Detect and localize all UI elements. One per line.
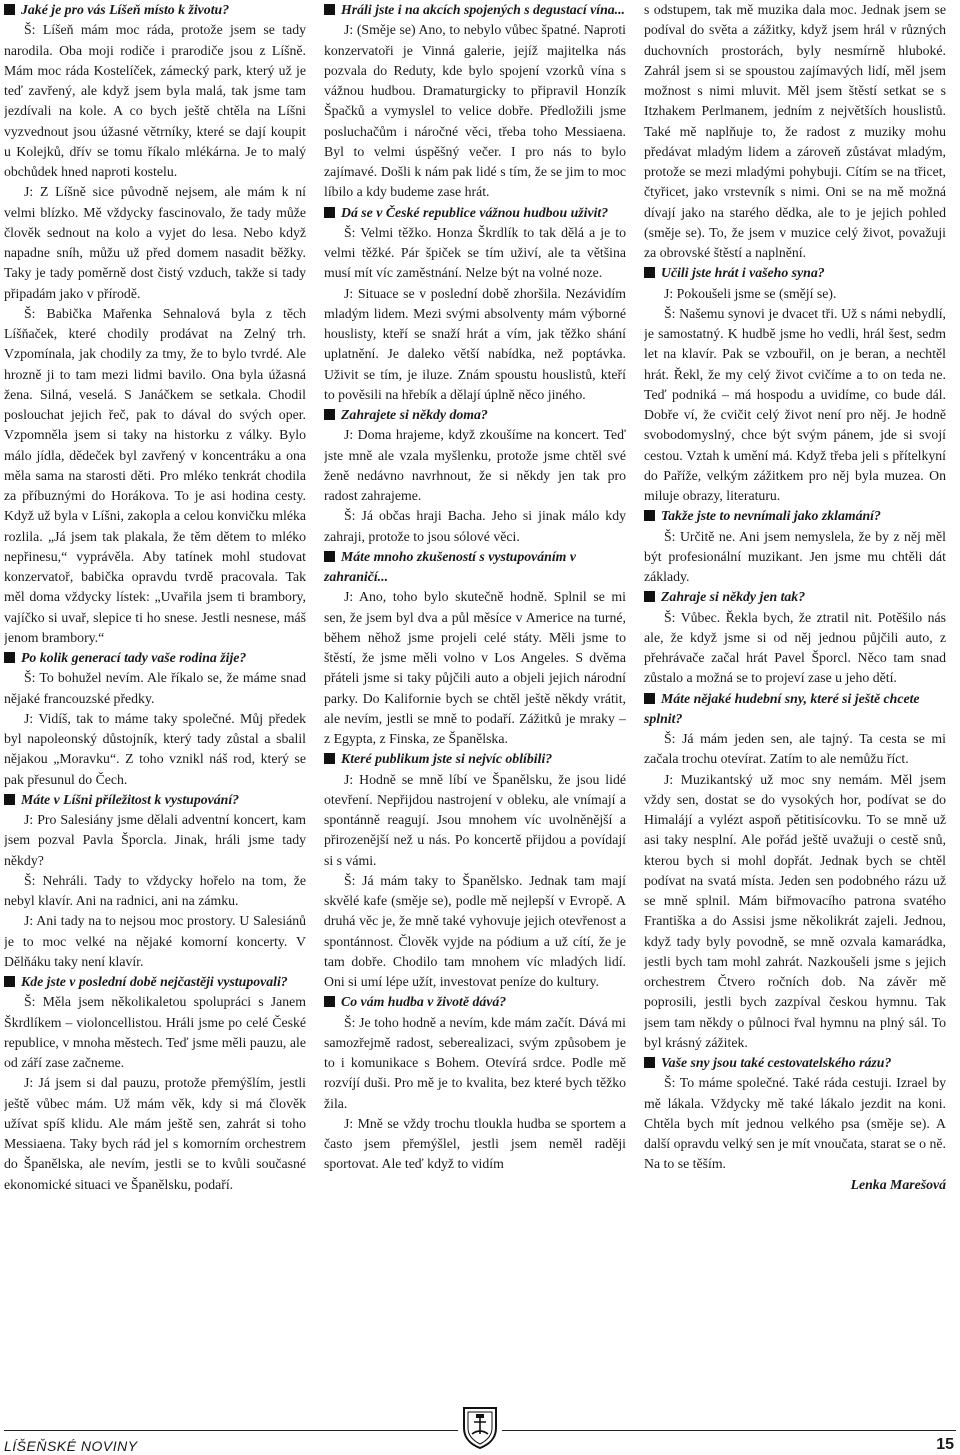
interview-question xyxy=(4,790,306,810)
question-text: Zahraje si někdy jen tak? xyxy=(661,589,806,605)
column-1 xyxy=(4,0,306,1400)
square-bullet-icon xyxy=(4,794,15,805)
square-bullet-icon xyxy=(324,551,335,562)
question-text: Takže jste to nevnímali jako zklamání? xyxy=(661,508,881,524)
square-bullet-icon xyxy=(4,4,15,15)
question-text: Po kolik generací tady vaše rodina žije? xyxy=(21,650,247,665)
interview-question xyxy=(4,648,306,668)
answer-paragraph: Š: Vůbec. Řekla bych, že ztratil nit. Potěšilo nás ale, že když jsme si od něj jednou půjčili auto, z přehrávače začal hrát Pavel Šporcl. Něco tam snad zůstalo a možná se to projeví zase u jeho dětí. xyxy=(644,609,946,686)
answer-paragraph: Š: Našemu synovi je dvacet tři. Už s námi nebydlí, je samostatný. K hudbě jsme ho vedli, hrál šest, sedm let na klavír. Pak se vzbouřil, on je beran, a nechtěl hrát. Řekl, že my celý život cvičíme a to on teda ne. Teď podniká – má hospodu a uvidíme, co bude dál. Dobře ví, že cvičit celý život není pro něj. Je hodně svobodomyslný, chce být svým pánem, jde si svojí cestou. Vztah k umění má. Když třeba jeli s přítelkyní do Paříže, velkým zážitkem pro něj byla muzea. On miluje obrazy, literaturu. xyxy=(644,305,946,503)
question-text: Máte v Líšni příležitost k vystupování? xyxy=(21,791,240,807)
question-text: Co vám hudba v životě dává? xyxy=(341,994,507,1010)
author-signature: Lenka Marešová xyxy=(850,1176,946,1192)
answer-paragraph: J: Muzikantský už moc sny nemám. Měl jsem vždy sen, dostat se do vysokých hor, podívat se do Himalájí a vylézt aspoň pětitisícovku. To se mně už asi taky nesplní. Ale pořád ještě uvažuji o cestě snů, kterou bych si mohl dopřát. Jednak bych se chtěl podívat na svatá místa. Jeden sen podobného rázu už se mně splnil. Mám biřmovacího patrona svatého Františka a do Assisi jsme několikrát zajeli. Jednou, když tady byly povodně, se mně ozvala kamarádka, jestli bych tam mohl zahrát. Nazkoušeli jsme s jejich orchestrem Čtvero ročních dob. Na závěr mě poprosili, jestli bych zazpíval českou hymnu. Tak jsem tam někdy o půlnoci řval hymnu na plný sál. To byl krásný zážitek. xyxy=(644,771,946,1050)
square-bullet-icon xyxy=(644,693,655,704)
square-bullet-icon xyxy=(4,652,15,663)
lisen-coat-of-arms-icon xyxy=(458,1404,502,1450)
interview-question xyxy=(644,587,946,607)
answer-paragraph: Š: Já mám jeden sen, ale tajný. Ta cesta se mi začala trochu otevírat. Zatím to ale nemůžu říct. xyxy=(644,731,946,767)
interview-question xyxy=(4,972,306,992)
square-bullet-icon xyxy=(324,753,335,764)
interview-question xyxy=(644,506,946,526)
answer-paragraph: J: Vidíš, tak to máme taky společné. Můj předek byl napoleonský důstojník, který tady zůstal a sbalil nějakou „Moravku“. Z toho vznikl náš rod, který se pak přesunul do Čech. xyxy=(4,710,306,787)
column-3 xyxy=(644,0,946,1400)
square-bullet-icon xyxy=(644,267,655,278)
answer-paragraph: J: (Směje se) Ano, to nebylo vůbec špatné. Naproti konzervatoři je Vinná galerie, jejíž majitelka nás pozvala do Reduty, kde bylo spojení vzorků vína s vážnou hudbou. Dramaturgicky to připravil Honzík Špačků a vymyslel to velice dobře. Předložili jsme posluchačům i náročné věci, třeba toho Messiaena. Byl to velmi úspěšný večer. I pro nás to bylo zajímavé. Došli k nám pak lidé s tím, že se jim to moc líbilo a kdy budeme zase hrát. xyxy=(324,22,626,200)
interview-question xyxy=(4,0,306,20)
interview-question xyxy=(324,547,626,588)
page-number: 15 xyxy=(936,1436,954,1453)
square-bullet-icon xyxy=(4,976,15,987)
question-text: Máte mnoho zkušeností s vystupováním v zahraničí... xyxy=(324,548,576,584)
answer-paragraph: J: Ano, toho bylo skutečně hodně. Splnil se mi sen, že jsem byl dva a půl měsíce v Americe na turné, během něhož jsme projeli celé státy. Měli jsme to štěstí, že jsme měli volno v Los Angeles. S dvěma přáteli jsme si taky půjčili auto a objeli jejich národní parky. Do Kalifornie bych se chtěl ještě někdy vrátit, ale nevím, jestli se mně to podaří. Zážitků je mraky – z Egypta, z Finska, ze Španělska. xyxy=(324,589,626,746)
interview-question xyxy=(644,1053,946,1073)
interview-question xyxy=(324,0,626,20)
answer-paragraph: Š: Já mám taky to Španělsko. Jednak tam mají skvělé kafe (směje se), podle mě nejlepší v Evropě. A druhá věc je, že mně také vyhovuje jejich otevřenost a spontánnost. Člověk vyjde na pódium a už cítí, že je tam dobře. Chodilo tam mnohem víc mladých lidí. Oni si umí lépe užít, investovat peníze do kultury. xyxy=(324,872,626,989)
question-text: Dá se v České republice vážnou hudbou uživit? xyxy=(341,204,609,220)
answer-paragraph: Š: Babička Mařenka Sehnalová byla z těch Líšňaček, které chodily prodávat na Zelný trh. Vzpomínala, jak chodily za tmy, že to bylo tvrdé. Ale hrozně ji to tam mezi lidmi bavilo. Ona byla úžasná žena. Silná, veselá. S Janáčkem se setkala. Chodil poslouchat jejich řeč, pak to dával do svých oper. Vzpomněla jsem si taky na historku z války. Bylo málo jídla, dědeček byl zavřený v koncentráku a ona měla sama na starosti děti. Pro mléko tenkrát chodila za příbuznými do Horákova. To je asi hodina cesty. Když už byla v Líšni, zakopla a celou konvičku mléka rozlila. „Já jsem tak plakala, že těm dětem to mléko nepřinesu,“ vyprávěla. Aby tatínek mohl studovat konzervatoř, babička opravdu tvrdě pracovala. Tak měl doma vždycky lístek: „Uvařila jsem ti brambory, vajíčko si uvař, slepice ti ho snese. Jestli nesnese, máš jenom brambory.“ xyxy=(4,305,306,645)
interview-question xyxy=(324,992,626,1012)
answer-paragraph: Š: Velmi těžko. Honza Škrdlík to tak dělá a je to velmi těžké. Pár špiček se tím uživí, ale ta většina musí mít víc zaměstnání. Nelze být na volné noze. xyxy=(324,224,626,281)
square-bullet-icon xyxy=(324,409,335,420)
page-footer xyxy=(0,1402,960,1455)
question-text: Vaše sny jsou také cestovatelského rázu? xyxy=(661,1055,892,1070)
column-2 xyxy=(324,0,626,1400)
answer-paragraph: J: Pro Salesiány jsme dělali adventní koncert, kam jsem pozval Pavla Šporcla. Jinak, hráli jsme tady někdy? xyxy=(4,812,306,868)
square-bullet-icon xyxy=(324,996,335,1007)
square-bullet-icon xyxy=(644,1057,655,1068)
square-bullet-icon xyxy=(324,4,335,15)
answer-paragraph: Š: Já občas hraji Bacha. Jeho si jinak málo kdy zahraji, protože to jsou sólové věci. xyxy=(324,508,626,544)
interview-question xyxy=(324,749,626,769)
answer-paragraph: Š: Nehráli. Tady to vždycky hořelo na tom, že nebyl klavír. Ani na radnici, ani na zámku. xyxy=(4,872,306,908)
answer-paragraph: Š: Měla jsem několikaletou spolupráci s Janem Škrdlíkem – violoncellistou. Hráli jsme po celé České republice, v mnoha městech. Teď jsme měli pauzu, ale od září zase začneme. xyxy=(4,994,306,1070)
answer-paragraph: J: Pokoušeli jsme se (smějí se). xyxy=(664,285,837,301)
article-columns xyxy=(4,0,956,1400)
question-text: Které publikum jste si nejvíc oblíbili? xyxy=(341,751,553,767)
interview-question xyxy=(324,405,626,425)
interview-question xyxy=(644,263,946,283)
answer-paragraph: J: Situace se v poslední době zhoršila. Nezávidím mladým lidem. Mezi svými absolventy mám výborné houslisty, kteří se snaží hrát a vím, jak těžko shání uplatnění. Je daleko větší nabídka, než poptávka. Uživit se tím, je iluze. Znám spoustu houslistů, kteří to pověsili na hřebík a dělají úplně něco jiného. xyxy=(324,285,626,402)
answer-paragraph: Š: Líšeň mám moc ráda, protože jsem se tady narodila. Oba moji rodiče i prarodiče jsou z Líšně. Mám moc ráda Kostelíček, zámecký park, který už je teď zavřený, ale když jsem byla malá, tak jsme tam jezdívali na kole. A co bych ještě chtěla na Líšni vyzvednout jsou úžasné větrníky, které se dají koupit u Kolejků, dřív se tomu říkalo mlékárna. Je to malý obchůdek hned naproti kostelu. xyxy=(4,22,306,179)
question-text: Zahrajete si někdy doma? xyxy=(341,407,488,422)
question-text: Máte nějaké hudební sny, které si ještě chcete splnit? xyxy=(644,690,920,726)
answer-paragraph: J: Hodně se mně líbí ve Španělsku, že jsou lidé otevření. Nepřijdou nastrojení v obleku, ale vnímají a spontánně reagují. Jsou mnohem víc uvolněnější a přirozenější než u nás. Po koncertě přijdou a povídají si s vámi. xyxy=(324,771,626,868)
answer-paragraph: J: Mně se vždy trochu tloukla hudba se sportem a často jsem přemýšlel, jestli jsem neměl raději sportovat. Ale teď když to vidím xyxy=(324,1115,626,1172)
question-text: Hráli jste i na akcích spojených s degustací vína... xyxy=(341,2,625,17)
question-text: Kde jste v poslední době nejčastěji vystupovali? xyxy=(21,974,288,989)
answer-paragraph: J: Z Líšně sice původně nejsem, ale mám k ní velmi blízko. Mě vždycky fascinovalo, že tady může člověk sednout na kolo a vyjet do lesa. Nebo když napadne sníh, můžu už před domem nasadit běžky. Taky je tady poměrně dost čistý vzduch, takže si tady připadám jako v přírodě. xyxy=(4,184,306,301)
answer-paragraph: Š: Je toho hodně a nevím, kde mám začít. Dává mi samozřejmě radost, seberealizaci, svým způsobem je to i komunikace s Bohem. Otevírá srdce. Podle mě rozvíjí duši. Pro mě je to kvalita, bez které bych těžko žila. xyxy=(324,1014,626,1111)
question-text: Učili jste hrát i vašeho syna? xyxy=(661,265,825,281)
interview-question xyxy=(324,203,626,223)
square-bullet-icon xyxy=(324,207,335,218)
interview-question xyxy=(644,689,946,730)
answer-paragraph: s odstupem, tak mě muzika dala moc. Jednak jsem se podíval do světa a zážitky, když jsem hrál v různých duchovních prostorách, byly nesmírně hluboké. Zahrál jsem si se spoustou zajímavých lidí, měl jsem možnost s nimi mluvit. Měl jsem štěstí setkat se s Itzhakem Perlmanem, jedním z největších houslistů. Také mě naplňuje to, že radost z muziky mohu předávat mladým lidem a zároveň zůstávat mladým, protože se mezi mladými pohybuji. Cítím se na třicet, čtyřicet, jako vrstevník s nimi. Oni se na mě možná dívají jako na starého dědka, ale to je jejich pohled (směje se). To, že jsem v muzice celý život, považuji za obrovské štěstí a naplnění. xyxy=(644,2,946,260)
answer-paragraph: Š: Určitě ne. Ani jsem nemyslela, že by z něj měl být profesionální muzikant. Jen jsme mu chtěli dát základy. xyxy=(644,528,946,584)
answer-paragraph: Š: To máme společné. Také ráda cestuji. Izrael by mě lákala. Vždycky mě také lákalo jezdit na koni. Chtěla bych mít jednou velkého psa (směje se). A další opravdu velký sen je mít vnoučata, starat se o ně. Na to se těším. xyxy=(644,1075,946,1172)
square-bullet-icon xyxy=(644,591,655,602)
answer-paragraph: J: Já jsem si dal pauzu, protože přemýšlím, jestli ještě vůbec mám. Už mám věk, kdy si má člověk užívat spíš klidu. Ale mám ještě sen, zahrát si toho Messiaena. Taky bych rád jel s komorním orchestrem do Španělska, ale nevím, jestli se to kvůli současné ekonomické situaci ve Španělsku, podaří. xyxy=(4,1075,306,1192)
square-bullet-icon xyxy=(644,510,655,521)
publication-name: LÍŠEŇSKÉ NOVINY xyxy=(4,1438,138,1454)
answer-paragraph: J: Ani tady na to nejsou moc prostory. U Salesiánů je to moc velké na nějaké komorní koncerty. V Dělňáku taky není klavír. xyxy=(4,913,306,969)
answer-paragraph: Š: To bohužel nevím. Ale říkalo se, že máme snad nějaké francouzské předky. xyxy=(4,670,306,706)
question-text: Jaké je pro vás Líšeň místo k životu? xyxy=(21,2,230,17)
answer-paragraph: J: Doma hrajeme, když zkoušíme na koncert. Teď jste mně ale vzala myšlenku, protože jsme chtěl své ženě nedávno navrhnout, že si někdy jen tak pro radost zahrajeme. xyxy=(324,427,626,503)
